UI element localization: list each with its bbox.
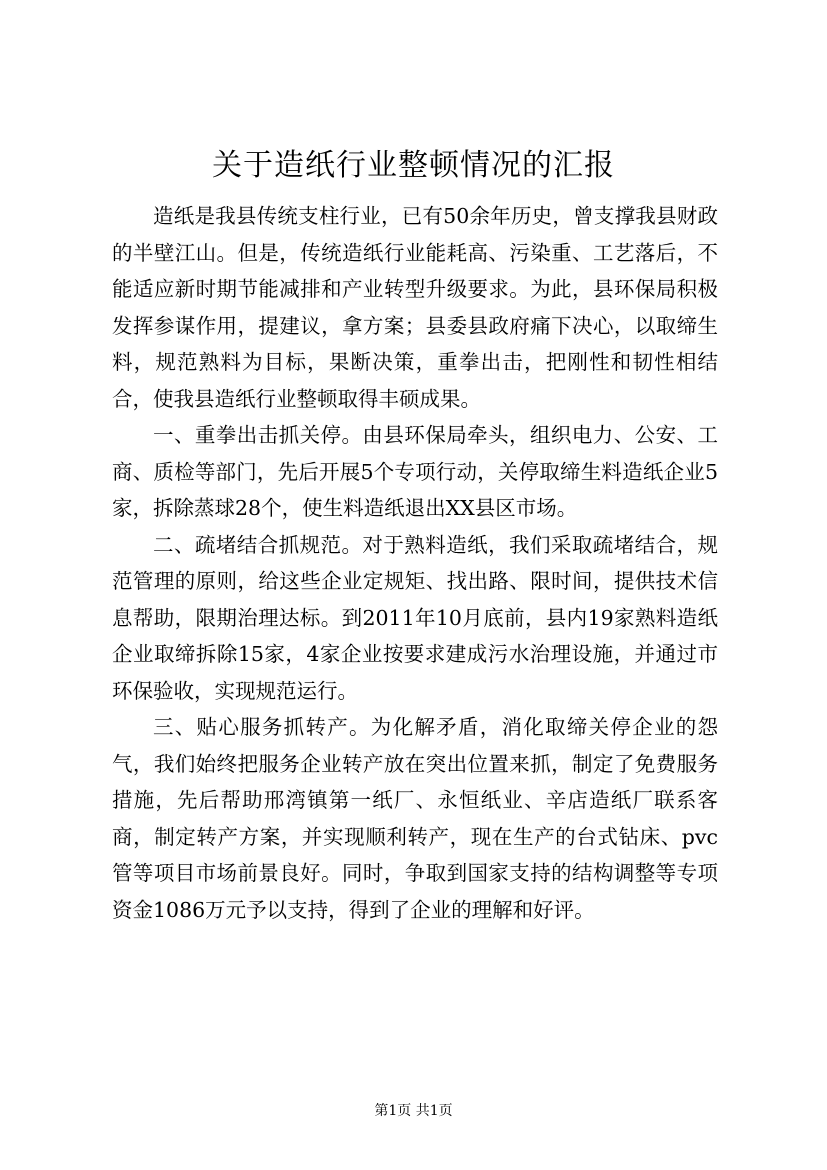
paragraph-intro: 造纸是我县传统支柱行业，已有50余年历史，曾支撑我县财政的半壁江山。但是，传统造纸行业能耗高、污染重、工艺落后，不能适应新时期节能减排和产业转型升级要求。为此，县环保局积极发挥参谋作用，提建议，拿方案；县委县政府痛下决心，以取缔生料，规范熟料为目标，果断决策，重拳出击，把刚性和韧性相结合，使我县造纸行业整顿取得丰硕成果。: [112, 204, 718, 411]
paragraph-section-1: 一、重拳出击抓关停。由县环保局牵头，组织电力、公安、工商、质检等部门，先后开展5个专项行动，关停取缔生料造纸企业5家，拆除蒸球28个，使生料造纸退出XX县区市场。: [112, 423, 718, 520]
paragraph-section-2: 二、疏堵结合抓规范。对于熟料造纸，我们采取疏堵结合，规范管理的原则，给这些企业定规矩、找出路、限时间，提供技术信息帮助，限期治理达标。到2011年10月底前，县内19家熟料造纸企业取缔拆除15家，4家企业按要求建成污水治理设施，并通过市环保验收，实现规范运行。: [112, 532, 718, 703]
page-footer: 第1页 共1页: [374, 1103, 453, 1119]
document-body: [112, 198, 718, 928]
paragraph-section-3: 三、贴心服务抓转产。为化解矛盾，消化取缔关停企业的怨气，我们始终把服务企业转产放在突出位置来抓，制定了免费服务措施，先后帮助邢湾镇第一纸厂、永恒纸业、辛店造纸厂联系客商，制定转产方案，并实现顺利转产，现在生产的台式钻床、pvc管等项目市场前景良好。同时，争取到国家支持的结构调整等专项资金1086万元予以支持，得到了企业的理解和好评。: [112, 715, 718, 922]
document-title: 关于造纸行业整顿情况的汇报: [212, 148, 615, 183]
